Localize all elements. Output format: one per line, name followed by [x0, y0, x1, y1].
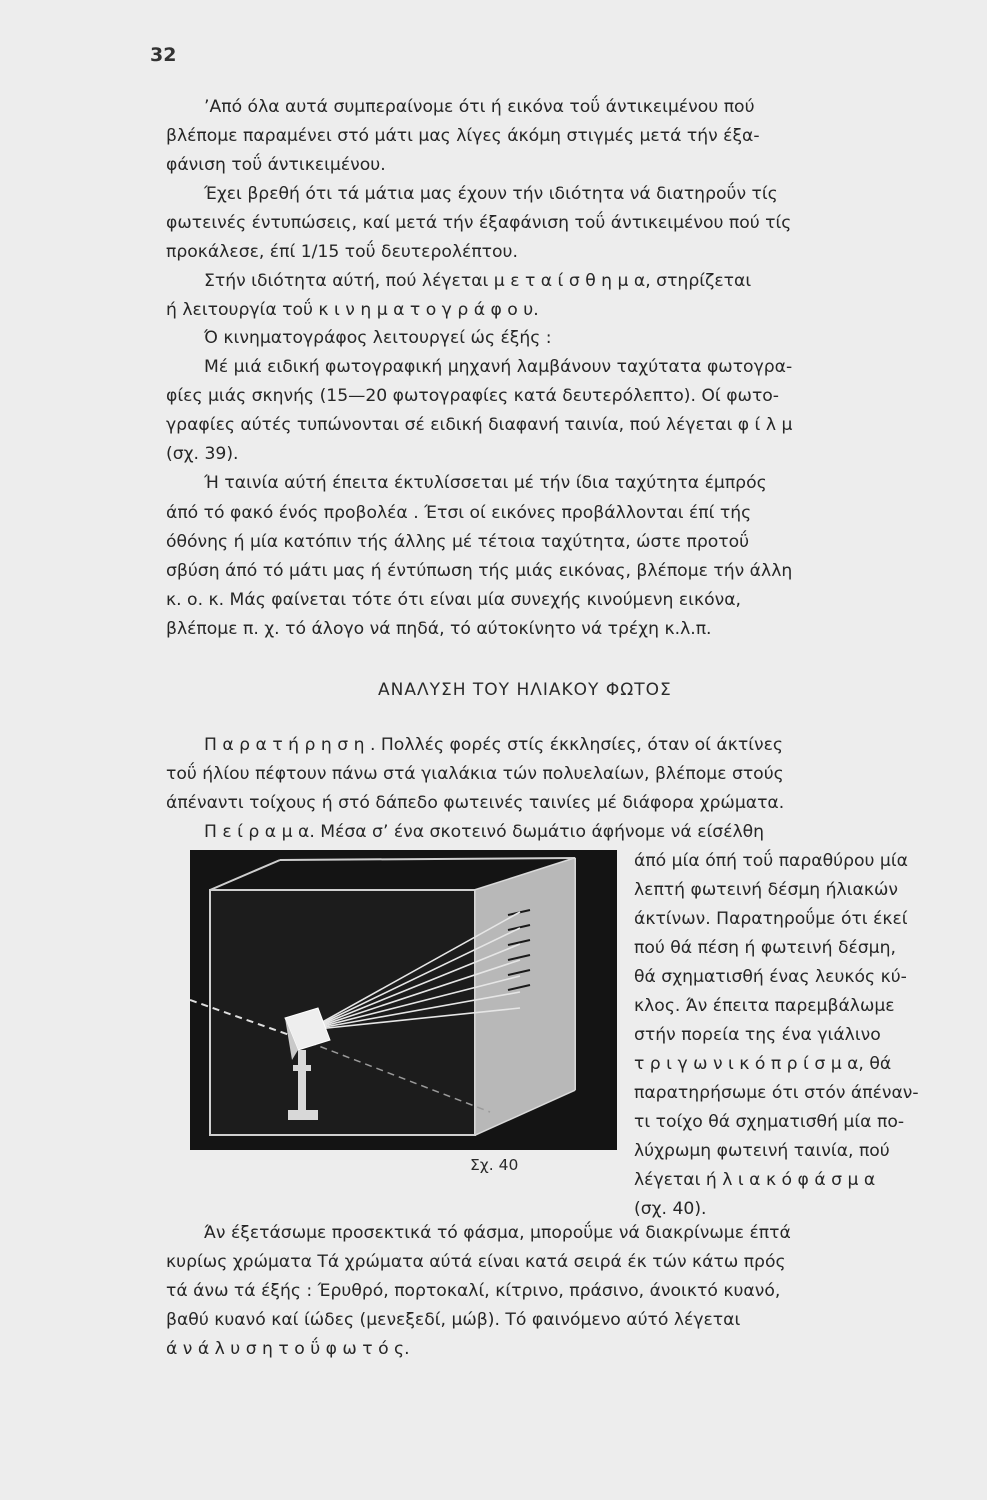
text-line: άπέναντι τοίχους ή στό δάπεδο φωτεινές ταινίες μέ διάφορα χρώματα.: [166, 793, 785, 813]
text-line: τι τοίχο θά σχηματισθή μία πο-: [634, 1112, 905, 1132]
text-line: σβύση άπό τό μάτι μας ή έντύπωση τής μιάς εικόνας, βλέπομε τήν άλλη: [166, 561, 793, 581]
text-line: κ. ο. κ. Μάς φαίνεται τότε ότι είναι μία συνεχής κινούμενη εικόνα,: [166, 590, 742, 610]
prism-experiment-figure: [190, 850, 617, 1150]
text-line: πού θά πέση ή φωτεινή δέσμη,: [634, 938, 896, 958]
text-line: βλέπομε παραμένει στό μάτι μας λίγες άκόμη στιγμές μετά τήν έξα-: [166, 126, 760, 146]
text-line: φάνιση τοΰ άντικειμένου.: [166, 155, 386, 175]
text-line: κλος. Άν έπειτα παρεμβάλωμε: [634, 996, 895, 1016]
text-line: άπό τό φακό ένός προβολέα . Έτσι οί εικόνες προβάλλονται έπί τής: [166, 503, 752, 523]
text-line: Έχει βρεθή ότι τά μάτια μας έχουν τήν ιδιότητα νά διατηροΰν τίς: [204, 184, 778, 204]
text-line: γραφίες αύτές τυπώνονται σέ ειδική διαφανή ταινία, πού λέγεται φ ί λ μ: [166, 415, 793, 435]
text-line: φωτεινές έντυπώσεις, καί μετά τήν έξαφάνιση τοΰ άντικειμένου πού τίς: [166, 213, 792, 233]
text-line: κυρίως χρώματα Τά χρώματα αύτά είναι κατά σειρά έκ τών κάτω πρός: [166, 1252, 786, 1272]
text-line: άκτίνων. Παρατηροΰμε ότι έκεί: [634, 909, 908, 929]
text-line: (σχ. 39).: [166, 444, 239, 464]
page-number: 32: [150, 44, 177, 66]
text-line: βαθύ κυανό καί ίώδες (μενεξεδί, μώβ). Τό φαινόμενο αύτό λέγεται: [166, 1310, 741, 1330]
text-line: Στήν ιδιότητα αύτή, πού λέγεται μ ε τ α ί σ θ η μ α, στηρίζεται: [204, 271, 752, 291]
text-line: προκάλεσε, έπί 1/15 τοΰ δευτερολέπτου.: [166, 242, 518, 262]
text-line: λύχρωμη φωτεινή ταινία, πού: [634, 1141, 890, 1161]
text-line: ά ν ά λ υ σ η τ ο ΰ φ ω τ ό ς.: [166, 1339, 410, 1359]
text-line: βλέπομε π. χ. τό άλογο νά πηδά, τό αύτοκίνητο νά τρέχη κ.λ.π.: [166, 619, 712, 639]
text-line: τοΰ ήλίου πέφτουν πάνω στά γιαλάκια τών πολυελαίων, βλέπομε στούς: [166, 764, 784, 784]
text-line: Π α ρ α τ ή ρ η σ η . Πολλές φορές στίς έκκλησίες, όταν οί άκτίνες: [204, 735, 784, 755]
text-line: Ή ταινία αύτή έπειτα έκτυλίσσεται μέ τήν ίδια ταχύτητα έμπρός: [204, 473, 767, 493]
text-line: Μέ μιά ειδική φωτογραφική μηχανή λαμβάνουν ταχύτατα φωτογρα-: [204, 357, 793, 377]
text-line: (σχ. 40).: [634, 1199, 707, 1219]
text-line: Άν έξετάσωμε προσεκτικά τό φάσμα, μποροΰμε νά διακρίνωμε έπτά: [204, 1223, 791, 1243]
text-line: λεπτή φωτεινή δέσμη ήλιακών: [634, 880, 898, 900]
text-line: Π ε ί ρ α μ α. Μέσα σ’ ένα σκοτεινό δωμάτιο άφήνομε νά είσέλθη: [204, 822, 765, 842]
text-line: στήν πορεία της ένα γιάλινο: [634, 1025, 881, 1045]
figure-caption: Σχ. 40: [470, 1156, 519, 1174]
text-line: ’Από όλα αυτά συμπεραίνομε ότι ή εικόνα τοΰ άντικειμένου πού: [204, 97, 755, 117]
prism-illustration: [190, 850, 617, 1150]
text-line: τ ρ ι γ ω ν ι κ ό π ρ ί σ μ α, θά: [634, 1054, 892, 1074]
text-line: άπό μία όπή τοΰ παραθύρου μία: [634, 851, 908, 871]
text-line: τά άνω τά έξής : Έρυθρό, πορτοκαλί, κίτρινο, πράσινο, άνοικτό κυανό,: [166, 1281, 781, 1301]
text-line: όθόνης ή μία κατόπιν τής άλλης μέ τέτοια ταχύτητα, ώστε προτοΰ: [166, 532, 750, 552]
text-line: Ό κινηματογράφος λειτουργεί ώς έξής :: [204, 328, 552, 348]
text-line: φίες μιάς σκηνής (15—20 φωτογραφίες κατά δευτερόλεπτο). Οί φωτο-: [166, 386, 780, 406]
text-line: ή λειτουργία τοΰ κ ι ν η μ α τ ο γ ρ ά φ ο υ.: [166, 300, 539, 320]
text-line: λέγεται ή λ ι α κ ό φ ά σ μ α: [634, 1170, 876, 1190]
text-line: παρατηρήσωμε ότι στόν άπέναν-: [634, 1083, 919, 1103]
text-line: θά σχηματισθή ένας λευκός κύ-: [634, 967, 907, 987]
section-title: ΑΝΑΛΥΣΗ ΤΟΥ ΗΛΙΑΚΟΥ ΦΩΤΟΣ: [378, 680, 672, 700]
